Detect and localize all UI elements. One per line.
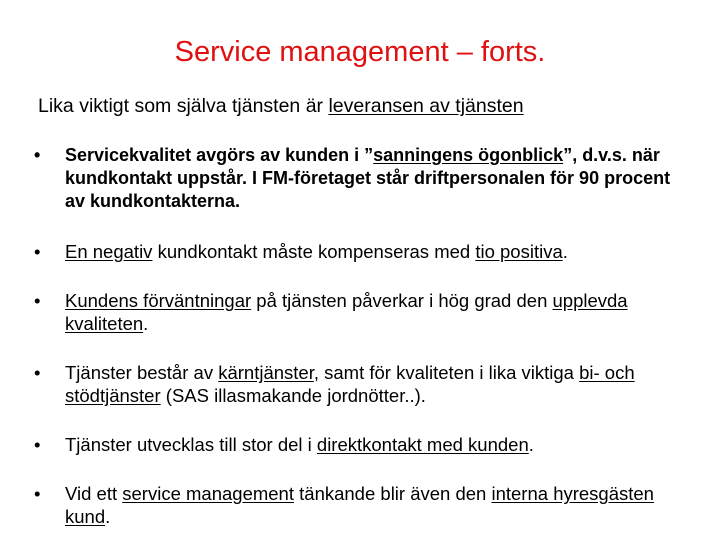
bullet-text: ”, d.v.s. när kundkontakt uppstår. I FM-företaget står driftpersonalen för 90 procent av kundkontakterna. bbox=[65, 145, 671, 211]
bullet-item-3 bbox=[34, 289, 694, 335]
bullet-text: Tjänster utvecklas till stor del i bbox=[65, 434, 317, 455]
bullet-list bbox=[34, 144, 694, 528]
bullet-text: . bbox=[105, 506, 111, 527]
bullet-text: Servicekvalitet avgörs av kunden i ” bbox=[65, 145, 374, 165]
underlined-text: interna hyresgästen kund bbox=[65, 483, 654, 527]
bullet-dot-icon: • bbox=[34, 241, 41, 262]
bullet-item-5 bbox=[34, 433, 694, 456]
bullet-item-1 bbox=[34, 144, 694, 213]
underlined-text: En negativ bbox=[65, 241, 153, 262]
bullet-text: , samt för kvaliteten i lika viktiga bbox=[313, 362, 580, 383]
subtitle-underlined-text: leveransen av tjänsten bbox=[328, 95, 524, 117]
bullet-text: . bbox=[143, 313, 149, 334]
bullet-item-4 bbox=[34, 361, 694, 407]
underlined-text: direktkontakt med kunden bbox=[316, 434, 529, 455]
bullet-dot-icon: • bbox=[34, 145, 41, 165]
underlined-text: service management bbox=[122, 483, 294, 504]
bullet-text: . bbox=[562, 241, 568, 262]
bullet-dot-icon: • bbox=[34, 434, 41, 455]
bullet-text: Tjänster består av bbox=[65, 362, 219, 383]
bullet-text: tänkande blir även den bbox=[294, 483, 492, 504]
bullet-text: . bbox=[528, 434, 534, 455]
bullet-item-6 bbox=[34, 482, 694, 528]
bullet-text: på tjänsten påverkar i hög grad den bbox=[251, 290, 553, 311]
underlined-text: bi- och stödtjänster bbox=[65, 362, 635, 406]
underlined-text: sanningens ögonblick bbox=[373, 145, 564, 165]
underlined-text: upplevda kvaliteten bbox=[65, 290, 628, 334]
underlined-text: kärntjänster bbox=[218, 362, 314, 383]
underlined-text: Kundens förväntningar bbox=[65, 290, 252, 311]
slide-title: Service management – forts. bbox=[174, 36, 546, 68]
underlined-text: tio positiva bbox=[475, 241, 563, 262]
bullet-dot-icon: • bbox=[34, 362, 41, 383]
bullet-dot-icon: • bbox=[34, 483, 41, 504]
bullet-text: kundkontakt måste kompenseras med bbox=[152, 241, 476, 262]
bullet-text: Vid ett bbox=[65, 483, 123, 504]
subtitle-text: Lika viktigt som själva tjänsten är bbox=[38, 95, 329, 117]
bullet-text: (SAS illasmakande jordnötter..). bbox=[160, 385, 426, 406]
bullet-item-2 bbox=[34, 240, 694, 263]
bullet-dot-icon: • bbox=[34, 290, 41, 311]
subtitle bbox=[38, 95, 524, 118]
